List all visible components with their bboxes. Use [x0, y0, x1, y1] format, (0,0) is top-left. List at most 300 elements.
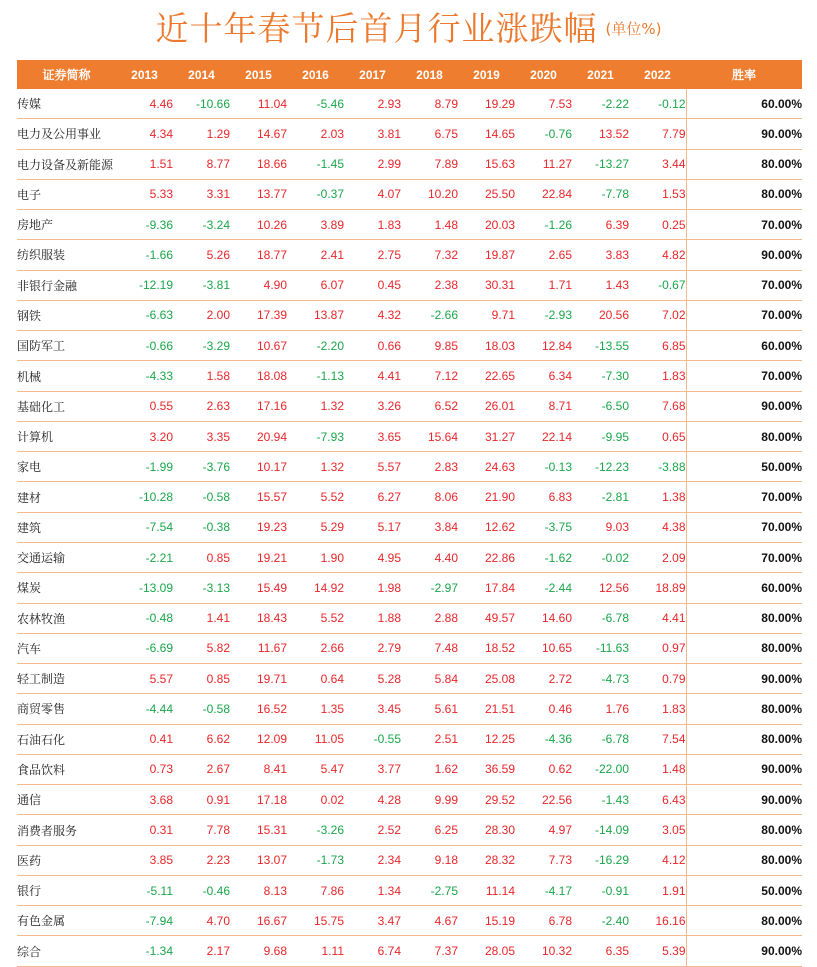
win-rate-cell: 60.00%: [686, 89, 802, 119]
industry-name-cell: 有色金属: [17, 906, 116, 936]
return-cell: 15.49: [230, 573, 287, 603]
return-cell: 5.82: [173, 633, 230, 663]
return-cell: 20.03: [458, 210, 515, 240]
return-cell: 8.71: [515, 391, 572, 421]
industry-name-cell: 传媒: [17, 89, 116, 119]
return-cell: 18.03: [458, 331, 515, 361]
return-cell: 6.75: [401, 119, 458, 149]
return-cell: 3.44: [629, 149, 686, 179]
table-row: [17, 664, 802, 694]
return-cell: -6.50: [572, 391, 629, 421]
return-cell: 3.05: [629, 815, 686, 845]
win-rate-cell: 70.00%: [686, 300, 802, 330]
industry-name-cell: 纺织服装: [17, 240, 116, 270]
return-cell: 18.66: [230, 149, 287, 179]
win-rate-cell: 80.00%: [686, 906, 802, 936]
win-rate-cell: 90.00%: [686, 119, 802, 149]
return-cell: 10.67: [230, 331, 287, 361]
return-cell: -13.27: [572, 149, 629, 179]
return-cell: 1.32: [287, 391, 344, 421]
return-cell: 9.71: [458, 300, 515, 330]
return-cell: 25.50: [458, 179, 515, 209]
title-area: [0, 0, 817, 58]
industry-name-cell: 电力及公用事业: [17, 119, 116, 149]
column-header: 2014: [173, 60, 230, 89]
return-cell: -3.13: [173, 573, 230, 603]
return-cell: 30.31: [458, 270, 515, 300]
return-cell: -0.58: [173, 694, 230, 724]
return-cell: 1.62: [401, 754, 458, 784]
return-cell: 0.73: [116, 754, 173, 784]
return-cell: 3.77: [344, 754, 401, 784]
column-header: 2021: [572, 60, 629, 89]
return-cell: 1.48: [401, 210, 458, 240]
return-cell: -7.30: [572, 361, 629, 391]
win-rate-cell: 70.00%: [686, 270, 802, 300]
return-cell: 11.04: [230, 89, 287, 119]
win-rate-cell: 70.00%: [686, 361, 802, 391]
return-cell: 1.51: [116, 149, 173, 179]
win-rate-cell: 80.00%: [686, 179, 802, 209]
return-cell: 0.45: [344, 270, 401, 300]
return-cell: -0.76: [515, 119, 572, 149]
table-row: [17, 270, 802, 300]
return-cell: 3.26: [344, 391, 401, 421]
table-row: [17, 240, 802, 270]
return-cell: 18.08: [230, 361, 287, 391]
table-row: [17, 421, 802, 451]
win-rate-cell: 90.00%: [686, 785, 802, 815]
column-header: 2020: [515, 60, 572, 89]
return-cell: 6.52: [401, 391, 458, 421]
header-row: [17, 60, 802, 89]
return-cell: 1.11: [287, 936, 344, 966]
table-row: [17, 724, 802, 754]
column-header: 2017: [344, 60, 401, 89]
return-cell: 2.83: [401, 452, 458, 482]
return-cell: 10.65: [515, 633, 572, 663]
return-cell: 7.79: [629, 119, 686, 149]
return-cell: 0.97: [629, 633, 686, 663]
return-cell: 4.82: [629, 240, 686, 270]
return-cell: 12.56: [572, 573, 629, 603]
industry-returns-table: [17, 60, 802, 967]
return-cell: -13.55: [572, 331, 629, 361]
return-cell: 0.85: [173, 542, 230, 572]
return-cell: 7.54: [629, 724, 686, 754]
return-cell: -3.81: [173, 270, 230, 300]
return-cell: 12.25: [458, 724, 515, 754]
return-cell: 28.05: [458, 936, 515, 966]
return-cell: -2.75: [401, 875, 458, 905]
return-cell: 2.23: [173, 845, 230, 875]
table-row: [17, 906, 802, 936]
return-cell: 0.02: [287, 785, 344, 815]
return-cell: 7.48: [401, 633, 458, 663]
industry-name-cell: 基础化工: [17, 391, 116, 421]
return-cell: 13.77: [230, 179, 287, 209]
return-cell: 0.46: [515, 694, 572, 724]
return-cell: 1.34: [344, 875, 401, 905]
industry-name-cell: 医药: [17, 845, 116, 875]
win-rate-cell: 80.00%: [686, 815, 802, 845]
industry-name-cell: 汽车: [17, 633, 116, 663]
return-cell: 11.05: [287, 724, 344, 754]
table-row: [17, 210, 802, 240]
return-cell: 4.07: [344, 179, 401, 209]
return-cell: 17.16: [230, 391, 287, 421]
return-cell: 15.31: [230, 815, 287, 845]
return-cell: 22.56: [515, 785, 572, 815]
return-cell: -0.48: [116, 603, 173, 633]
return-cell: 5.33: [116, 179, 173, 209]
return-cell: 26.01: [458, 391, 515, 421]
return-cell: 9.03: [572, 512, 629, 542]
table-row: [17, 542, 802, 572]
return-cell: -11.63: [572, 633, 629, 663]
return-cell: 20.94: [230, 421, 287, 451]
return-cell: -0.37: [287, 179, 344, 209]
return-cell: 3.84: [401, 512, 458, 542]
table-row: [17, 785, 802, 815]
return-cell: 5.61: [401, 694, 458, 724]
win-rate-cell: 90.00%: [686, 936, 802, 966]
return-cell: 7.37: [401, 936, 458, 966]
return-cell: -3.29: [173, 331, 230, 361]
return-cell: 6.27: [344, 482, 401, 512]
return-cell: 13.07: [230, 845, 287, 875]
win-rate-cell: 80.00%: [686, 845, 802, 875]
return-cell: 4.97: [515, 815, 572, 845]
industry-name-cell: 计算机: [17, 421, 116, 451]
return-cell: -6.78: [572, 603, 629, 633]
return-cell: 0.41: [116, 724, 173, 754]
return-cell: 2.00: [173, 300, 230, 330]
return-cell: 2.52: [344, 815, 401, 845]
return-cell: 4.34: [116, 119, 173, 149]
return-cell: 19.23: [230, 512, 287, 542]
industry-name-cell: 建筑: [17, 512, 116, 542]
return-cell: 25.08: [458, 664, 515, 694]
return-cell: 9.18: [401, 845, 458, 875]
return-cell: -3.26: [287, 815, 344, 845]
return-cell: 19.87: [458, 240, 515, 270]
win-rate-cell: 90.00%: [686, 664, 802, 694]
return-cell: 18.89: [629, 573, 686, 603]
return-cell: -0.58: [173, 482, 230, 512]
return-cell: 2.34: [344, 845, 401, 875]
return-cell: 18.52: [458, 633, 515, 663]
return-cell: 4.70: [173, 906, 230, 936]
return-cell: 7.02: [629, 300, 686, 330]
return-cell: 2.88: [401, 603, 458, 633]
return-cell: -14.09: [572, 815, 629, 845]
return-cell: -1.26: [515, 210, 572, 240]
return-cell: 6.74: [344, 936, 401, 966]
return-cell: 29.52: [458, 785, 515, 815]
industry-name-cell: 家电: [17, 452, 116, 482]
return-cell: 7.12: [401, 361, 458, 391]
return-cell: 6.07: [287, 270, 344, 300]
return-cell: 18.43: [230, 603, 287, 633]
return-cell: 15.64: [401, 421, 458, 451]
return-cell: -1.43: [572, 785, 629, 815]
return-cell: 5.28: [344, 664, 401, 694]
return-cell: 2.38: [401, 270, 458, 300]
industry-name-cell: 钢铁: [17, 300, 116, 330]
return-cell: 2.09: [629, 542, 686, 572]
industry-name-cell: 电力设备及新能源: [17, 149, 116, 179]
return-cell: 8.13: [230, 875, 287, 905]
win-rate-cell: 80.00%: [686, 633, 802, 663]
return-cell: 6.85: [629, 331, 686, 361]
industry-name-cell: 房地产: [17, 210, 116, 240]
table-row: [17, 845, 802, 875]
return-cell: 14.60: [515, 603, 572, 633]
return-cell: 7.89: [401, 149, 458, 179]
table-row: [17, 452, 802, 482]
return-cell: 19.71: [230, 664, 287, 694]
return-cell: -5.11: [116, 875, 173, 905]
industry-name-cell: 银行: [17, 875, 116, 905]
return-cell: 4.40: [401, 542, 458, 572]
return-cell: 9.85: [401, 331, 458, 361]
return-cell: 6.39: [572, 210, 629, 240]
return-cell: -2.20: [287, 331, 344, 361]
return-cell: -0.46: [173, 875, 230, 905]
return-cell: -4.44: [116, 694, 173, 724]
return-cell: 19.21: [230, 542, 287, 572]
return-cell: 1.53: [629, 179, 686, 209]
return-cell: -0.91: [572, 875, 629, 905]
return-cell: -6.69: [116, 633, 173, 663]
return-cell: 12.84: [515, 331, 572, 361]
return-cell: -6.78: [572, 724, 629, 754]
column-header: 2022: [629, 60, 686, 89]
return-cell: 13.87: [287, 300, 344, 330]
industry-name-cell: 电子: [17, 179, 116, 209]
return-cell: 8.06: [401, 482, 458, 512]
win-rate-cell: 80.00%: [686, 421, 802, 451]
return-cell: 18.77: [230, 240, 287, 270]
return-cell: 6.34: [515, 361, 572, 391]
return-cell: 1.41: [173, 603, 230, 633]
return-cell: -9.95: [572, 421, 629, 451]
return-cell: 4.41: [344, 361, 401, 391]
return-cell: 28.30: [458, 815, 515, 845]
column-header: 2019: [458, 60, 515, 89]
return-cell: -16.29: [572, 845, 629, 875]
win-rate-cell: 80.00%: [686, 724, 802, 754]
return-cell: 15.75: [287, 906, 344, 936]
table-row: [17, 391, 802, 421]
win-rate-cell: 90.00%: [686, 754, 802, 784]
return-cell: 10.32: [515, 936, 572, 966]
industry-name-cell: 农林牧渔: [17, 603, 116, 633]
return-cell: 3.47: [344, 906, 401, 936]
return-cell: 9.68: [230, 936, 287, 966]
return-cell: 1.32: [287, 452, 344, 482]
table-row: [17, 179, 802, 209]
return-cell: 15.57: [230, 482, 287, 512]
return-cell: 0.85: [173, 664, 230, 694]
return-cell: 14.65: [458, 119, 515, 149]
return-cell: 7.68: [629, 391, 686, 421]
return-cell: 49.57: [458, 603, 515, 633]
return-cell: -4.36: [515, 724, 572, 754]
return-cell: 4.90: [230, 270, 287, 300]
return-cell: 17.84: [458, 573, 515, 603]
industry-name-cell: 机械: [17, 361, 116, 391]
return-cell: -0.55: [344, 724, 401, 754]
return-cell: -2.40: [572, 906, 629, 936]
return-cell: 5.39: [629, 936, 686, 966]
return-cell: 1.83: [629, 694, 686, 724]
return-cell: -1.73: [287, 845, 344, 875]
return-cell: 5.52: [287, 482, 344, 512]
return-cell: 4.41: [629, 603, 686, 633]
return-cell: 6.83: [515, 482, 572, 512]
return-cell: 2.17: [173, 936, 230, 966]
column-header: 2015: [230, 60, 287, 89]
return-cell: 14.92: [287, 573, 344, 603]
return-cell: 2.66: [287, 633, 344, 663]
return-cell: 7.32: [401, 240, 458, 270]
return-cell: 8.79: [401, 89, 458, 119]
return-cell: 4.38: [629, 512, 686, 542]
return-cell: 6.35: [572, 936, 629, 966]
industry-name-cell: 通信: [17, 785, 116, 815]
return-cell: 10.26: [230, 210, 287, 240]
return-cell: 1.83: [629, 361, 686, 391]
industry-name-cell: 建材: [17, 482, 116, 512]
return-cell: 4.32: [344, 300, 401, 330]
return-cell: 1.98: [344, 573, 401, 603]
table-row: [17, 512, 802, 542]
return-cell: -10.66: [173, 89, 230, 119]
return-cell: -6.63: [116, 300, 173, 330]
return-cell: 15.63: [458, 149, 515, 179]
table-row: [17, 482, 802, 512]
return-cell: 5.84: [401, 664, 458, 694]
return-cell: 12.09: [230, 724, 287, 754]
return-cell: 3.85: [116, 845, 173, 875]
return-cell: 16.52: [230, 694, 287, 724]
return-cell: 7.86: [287, 875, 344, 905]
return-cell: 7.53: [515, 89, 572, 119]
return-cell: 36.59: [458, 754, 515, 784]
table-row: [17, 361, 802, 391]
return-cell: 2.63: [173, 391, 230, 421]
return-cell: -1.99: [116, 452, 173, 482]
return-cell: 0.25: [629, 210, 686, 240]
win-rate-cell: 70.00%: [686, 542, 802, 572]
win-rate-cell: 50.00%: [686, 875, 802, 905]
return-cell: -10.28: [116, 482, 173, 512]
return-cell: -4.33: [116, 361, 173, 391]
return-cell: 21.51: [458, 694, 515, 724]
return-cell: 8.77: [173, 149, 230, 179]
return-cell: -22.00: [572, 754, 629, 784]
return-cell: -7.93: [287, 421, 344, 451]
return-cell: 0.64: [287, 664, 344, 694]
return-cell: 2.65: [515, 240, 572, 270]
return-cell: 6.62: [173, 724, 230, 754]
return-cell: 1.29: [173, 119, 230, 149]
return-cell: 1.43: [572, 270, 629, 300]
return-cell: 22.86: [458, 542, 515, 572]
table-body: [17, 89, 802, 966]
return-cell: 3.20: [116, 421, 173, 451]
return-cell: 1.48: [629, 754, 686, 784]
return-cell: 28.32: [458, 845, 515, 875]
return-cell: -1.45: [287, 149, 344, 179]
return-cell: 17.39: [230, 300, 287, 330]
return-cell: -7.94: [116, 906, 173, 936]
return-cell: 5.26: [173, 240, 230, 270]
return-cell: -1.66: [116, 240, 173, 270]
column-header: 2016: [287, 60, 344, 89]
return-cell: 3.31: [173, 179, 230, 209]
column-header: 证券简称: [17, 60, 116, 89]
win-rate-cell: 60.00%: [686, 331, 802, 361]
return-cell: 0.62: [515, 754, 572, 784]
return-cell: -1.34: [116, 936, 173, 966]
return-cell: 22.14: [515, 421, 572, 451]
table-row: [17, 936, 802, 966]
return-cell: -5.46: [287, 89, 344, 119]
return-cell: 14.67: [230, 119, 287, 149]
win-rate-cell: 60.00%: [686, 573, 802, 603]
return-cell: 2.41: [287, 240, 344, 270]
table-row: [17, 694, 802, 724]
return-cell: 7.73: [515, 845, 572, 875]
return-cell: 2.93: [344, 89, 401, 119]
win-rate-cell: 80.00%: [686, 694, 802, 724]
return-cell: 1.76: [572, 694, 629, 724]
return-cell: 11.27: [515, 149, 572, 179]
win-rate-cell: 70.00%: [686, 482, 802, 512]
return-cell: 3.83: [572, 240, 629, 270]
return-cell: 16.67: [230, 906, 287, 936]
return-cell: 10.20: [401, 179, 458, 209]
return-cell: 22.84: [515, 179, 572, 209]
industry-name-cell: 非银行金融: [17, 270, 116, 300]
table-row: [17, 149, 802, 179]
win-rate-cell: 90.00%: [686, 391, 802, 421]
win-rate-cell: 70.00%: [686, 210, 802, 240]
return-cell: -2.21: [116, 542, 173, 572]
return-cell: 0.31: [116, 815, 173, 845]
table-row: [17, 815, 802, 845]
return-cell: 19.29: [458, 89, 515, 119]
return-cell: 5.57: [116, 664, 173, 694]
return-cell: 9.99: [401, 785, 458, 815]
return-cell: 1.90: [287, 542, 344, 572]
return-cell: -2.97: [401, 573, 458, 603]
table-row: [17, 603, 802, 633]
return-cell: -3.24: [173, 210, 230, 240]
return-cell: -0.38: [173, 512, 230, 542]
industry-name-cell: 商贸零售: [17, 694, 116, 724]
return-cell: 3.81: [344, 119, 401, 149]
return-cell: 10.17: [230, 452, 287, 482]
return-cell: 15.19: [458, 906, 515, 936]
return-cell: 2.99: [344, 149, 401, 179]
win-rate-cell: 80.00%: [686, 603, 802, 633]
return-cell: -2.81: [572, 482, 629, 512]
return-cell: 6.78: [515, 906, 572, 936]
